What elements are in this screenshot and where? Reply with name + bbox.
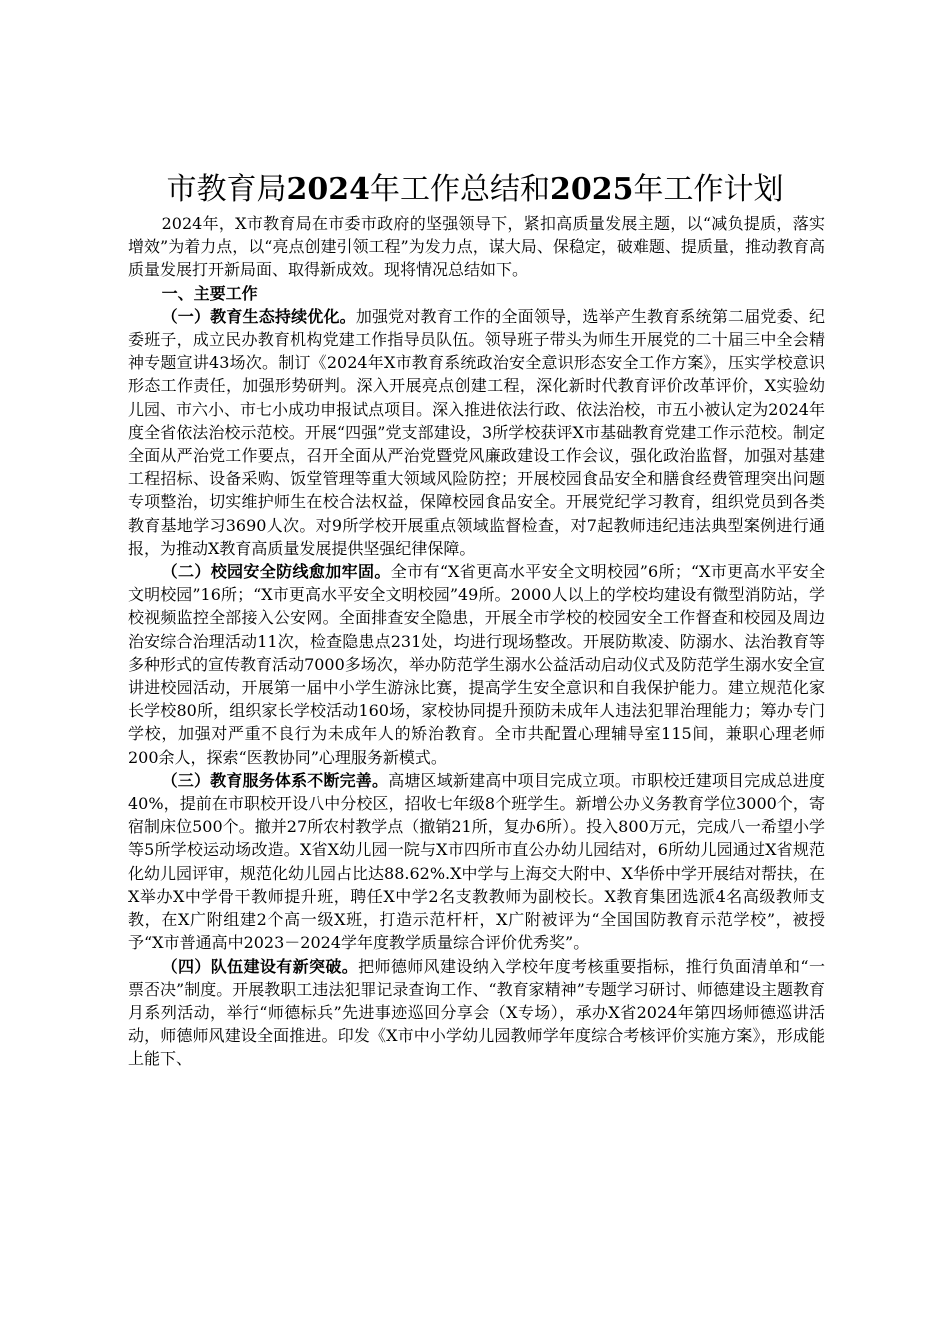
title-part1: 市教育局: [166, 172, 287, 207]
item-lead: （一）教育生态持续优化。: [161, 306, 356, 326]
title-part3: 年工作计划: [633, 172, 784, 207]
title-year2: 2025: [550, 172, 634, 207]
title-part2: 年工作总结和: [370, 172, 550, 207]
item-text: 加强党对教育工作的全面领导，选举产生教育系统第二届党委、纪委班子，成立民办教育机构党建工作指导员队伍。领导班子带头为师生开展党的二十届三中全会精神专题宣讲43场次。制订《2024年X市教育系统政治安全意识形态安全工作方案》，压实学校意识形态工作责任，加强形势研判。深入开展亮点创建工程，深化新时代教育评价改革评价，X实验幼儿园、市六小、市七小成功申报试点项目。深入推进依法行政、依法治校，市五小被认定为2024年度全省依法治校示范校。开展“四强”党支部建设，3所学校获评X市基础教育党建工作示范校。制定全面从严治党工作要点，召开全面从严治党暨党风廉政建设工作会议，强化政治监督，加强对基建工程招标、设备采购、饭堂管理等重大领域风险防控；开展校园食品安全和膳食经费管理突出问题专项整治，切实维护师生在校合法权益，保障校园食品安全。开展党纪学习教育，组织党员到各类教育基地学习3690人次。对9所学校开展重点领域监督检查，对7起教师违纪违法典型案例进行通报，为推动X教育高质量发展提供坚强纪律保障。: [128, 306, 825, 558]
title-year1: 2024: [286, 172, 370, 207]
item-text: 把师德师风建设纳入学校年度考核重要指标，推行负面清单和“一票否决”制度。开展教职工违法犯罪记录查询工作、“教育家精神”专题学习研讨、师德建设主题教育月系列活动，举行“师德标兵”先进事迹巡回分享会（X专场），承办X省2024年第四场师德巡讲活动，师德师风建设全面推进。印发《X市中小学幼儿园教师学年度综合考核评价实施方案》，形成能上能下、: [128, 956, 825, 1069]
document-body: [128, 212, 825, 1071]
section-heading: 一、主要工作: [161, 283, 258, 303]
intro-paragraph: 2024年，X市教育局在市委市政府的坚强领导下，紧扣高质量发展主题，以“减负提质，落实增效”为着力点，以“亮点创建引领工程”为发力点，谋大局、保稳定，破难题、提质量，推动教育高质量发展打开新局面、取得新成效。现将情况总结如下。: [128, 214, 825, 280]
item-text: 高塘区域新建高中项目完成立项。市职校迁建项目完成总进度40%，提前在市职校开设八中分校区，招收七年级8个班学生。新增公办义务教育学位3000个，寄宿制床位500个。撤并27所农村教学点（撤销21所，复办6所）。投入800万元，完成八一希望小学等5所学校运动场改造。X省X幼儿园一院与X市四所市直公办幼儿园结对，6所幼儿园通过X省规范化幼儿园评审，规范化幼儿园占比达88.62%.X中学与上海交大附中、X华侨中学开展结对帮扶，在X举办X中学骨干教师提升班，聘任X中学2名支教教师为副校长。X教育集团选派4名高级教师支教，在X广附组建2个高一级X班，打造示范杆杆，X广附被评为“全国国防教育示范学校”，被授予“X市普通高中2023－2024学年度教学质量综合评价优秀奖”。: [128, 770, 825, 953]
item-text: 全市有“X省更高水平安全文明校园”6所；“X市更高水平安全文明校园”16所；“X市更高水平安全文明校园”49所。2000人以上的学校均建设有微型消防站，学校视频监控全部接入公安网。全面排查安全隐患，开展全市学校的校园安全工作督查和校园及周边治安综合治理活动11次，检查隐患点231处，均进行现场整改。开展防欺凌、防溺水、法治教育等多种形式的宣传教育活动7000多场次，举办防范学生溺水公益活动启动仪式及防范学生溺水安全宣讲进校园活动，开展第一届中小学生游泳比赛，提高学生安全意识和自我保护能力。建立规范化家长学校80所，组织家长学校活动160场，家校协同提升预防未成年人违法犯罪治理能力；筹办专门学校，加强对严重不良行为未成年人的矫治教育。全市共配置心理辅导室115间，兼职心理老师200余人，探索“医教协同”心理服务新模式。: [128, 562, 825, 767]
item-lead: （四）队伍建设有新突破。: [161, 956, 359, 976]
paragraph-item-3: [128, 769, 825, 955]
paragraph-item-2: [128, 560, 825, 769]
document-title: [120, 170, 830, 210]
paragraph-item-4: [128, 955, 825, 1071]
item-lead: （三）教育服务体系不断完善。: [161, 770, 389, 790]
item-lead: （二）校园安全防线愈加牢固。: [161, 562, 391, 582]
paragraph-item-1: [128, 305, 825, 560]
